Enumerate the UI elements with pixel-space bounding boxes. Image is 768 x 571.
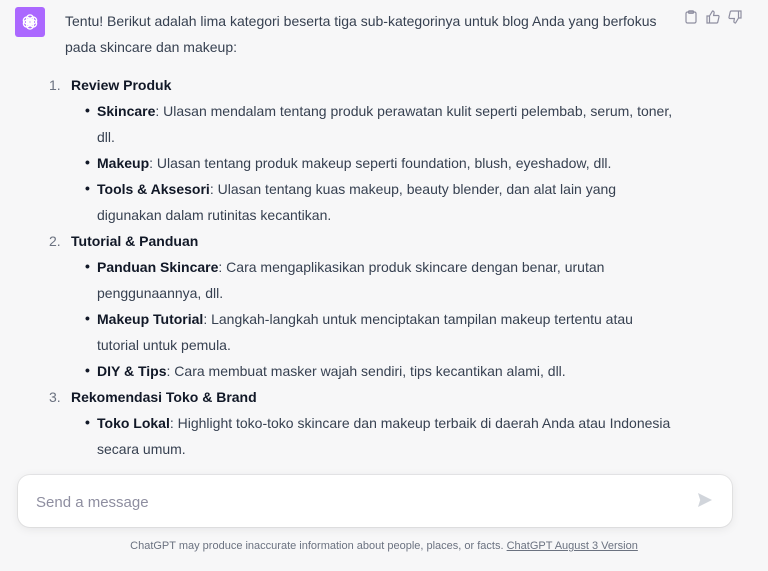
list-number: 1. [49, 77, 61, 93]
list-item: • DIY & Tips: Cara membuat masker wajah sendiri, tips kecantikan alami, dll. [85, 362, 566, 379]
list-item: • Tools & Aksesori: Ulasan tentang kuas makeup, beauty blender, dan alat lain yang digunakan dalam rutinitas kecantikan. [85, 180, 617, 223]
subcategory-text: : Highlight toko-toko skincare dan makeup terbaik di daerah Anda atau Indonesia secara umum. [97, 415, 671, 457]
list-item: • Makeup: Ulasan tentang produk makeup seperti foundation, blush, eyeshadow, dll. [85, 154, 612, 171]
list-item: • Skincare: Ulasan mendalam tentang produk perawatan kulit seperti pelembab, serum, toner, dll. [85, 102, 673, 145]
message-composer [18, 475, 732, 527]
list-number: 2. [49, 233, 61, 249]
subcategory-text: : Ulasan mendalam tentang produk perawatan kulit seperti pelembab, serum, toner, dll. [97, 103, 673, 145]
message-content [49, 8, 675, 462]
openai-logo-icon [15, 7, 45, 37]
list-number: 3. [49, 389, 61, 405]
list-item: • Toko Lokal: Highlight toko-toko skincare dan makeup terbaik di daerah Anda atau Indonesia secara umum. [85, 414, 671, 457]
message-input[interactable] [34, 489, 678, 515]
subcategory-text: : Ulasan tentang kuas makeup, beauty blender, dan alat lain yang digunakan dalam rutinitas kecantikan. [97, 181, 617, 223]
subcategory-name: DIY & Tips [97, 363, 167, 379]
footer-disclaimer [0, 540, 768, 552]
message-actions [684, 9, 742, 25]
subcategory-name: Makeup Tutorial [97, 311, 204, 327]
subcategory-text: : Langkah-langkah untuk menciptakan tampilan makeup tertentu atau tutorial untuk pemula. [97, 311, 633, 353]
subcategory-text: : Cara membuat masker wajah sendiri, tips kecantikan alami, dll. [166, 363, 566, 379]
list-item: • Makeup Tutorial: Langkah-langkah untuk menciptakan tampilan makeup tertentu atau tutorial untuk pemula. [85, 310, 633, 353]
subcategory-text: : Ulasan tentang produk makeup seperti foundation, blush, eyeshadow, dll. [149, 155, 612, 171]
intro-text: Tentu! Berikut adalah lima kategori beserta tiga sub-kategorinya untuk blog Anda yang berfokus pada skincare dan makeup: [65, 13, 657, 55]
subcategory-name: Tools & Aksesori [97, 181, 210, 197]
subcategory-list [71, 254, 675, 384]
thumbs-down-icon[interactable] [728, 9, 742, 25]
subcategory-list [71, 410, 675, 462]
subcategory-list [71, 98, 675, 228]
list-item [49, 384, 675, 462]
list-item [49, 228, 675, 384]
subcategory-name: Toko Lokal [97, 415, 170, 431]
subcategory-name: Skincare [97, 103, 156, 119]
disclaimer-text: ChatGPT may produce inaccurate information about people, places, or facts. [130, 540, 507, 552]
category-title: Review Produk [71, 77, 172, 93]
subcategory-name: Panduan Skincare [97, 259, 219, 275]
category-title: Tutorial & Panduan [71, 233, 199, 249]
thumbs-up-icon[interactable] [706, 9, 720, 25]
category-title: Rekomendasi Toko & Brand [71, 389, 257, 405]
clipboard-icon[interactable] [684, 9, 698, 25]
category-list [49, 72, 675, 462]
subcategory-name: Makeup [97, 155, 150, 171]
version-link[interactable]: ChatGPT August 3 Version [506, 540, 638, 552]
list-item: • Panduan Skincare: Cara mengaplikasikan produk skincare dengan benar, urutan penggunaannya, dll. [85, 258, 605, 301]
list-item [49, 72, 675, 228]
subcategory-text: : Cara mengaplikasikan produk skincare dengan benar, urutan penggunaannya, dll. [97, 259, 605, 301]
send-icon[interactable] [696, 491, 716, 511]
